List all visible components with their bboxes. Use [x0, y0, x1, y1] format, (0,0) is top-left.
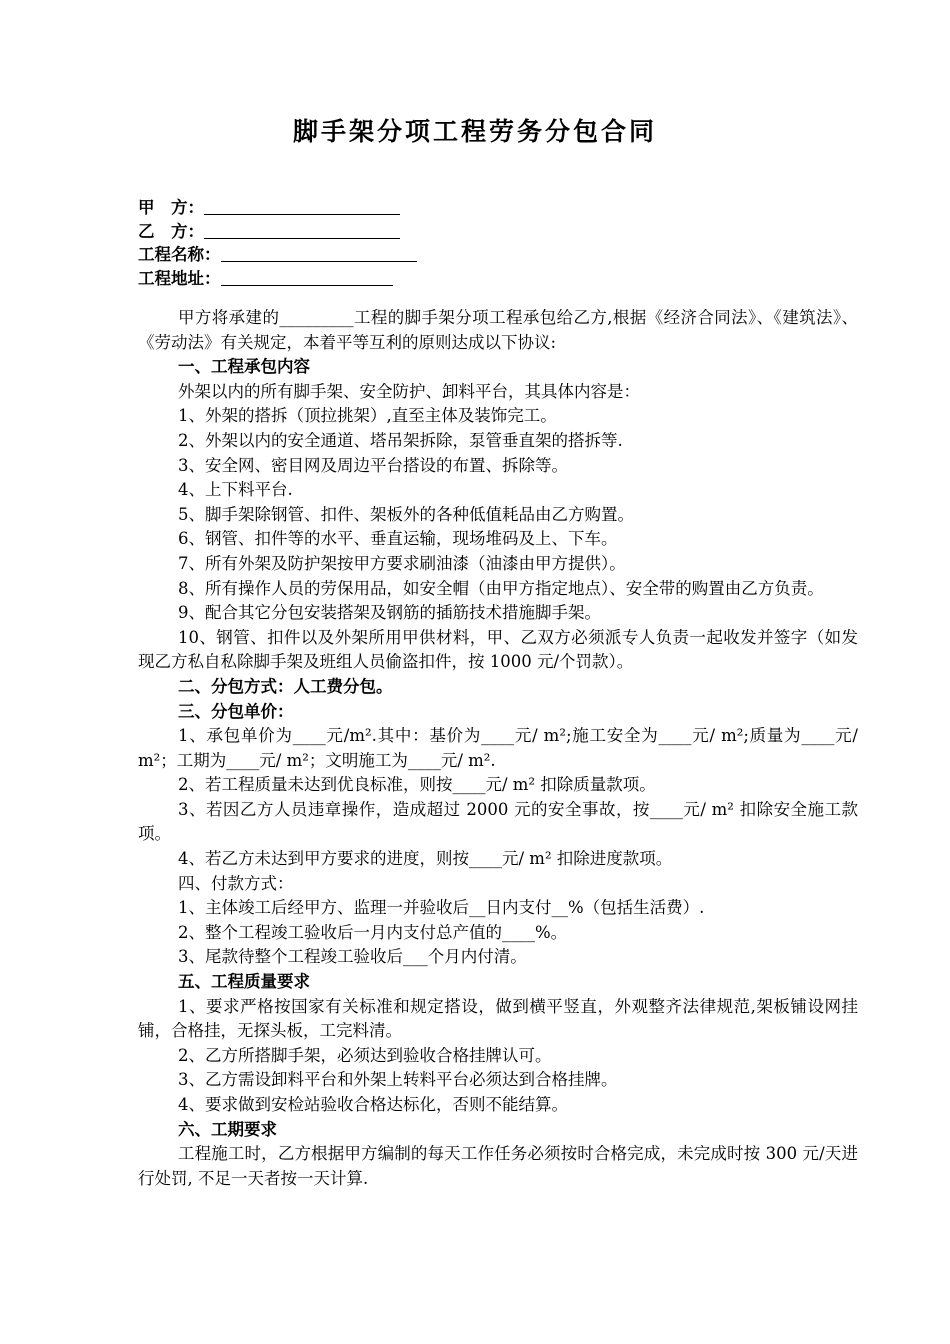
project-name-blank: [221, 245, 417, 262]
section-1-line: 8、所有操作人员的劳保用品，如安全帽（由甲方指定地点）、安全带的购置由乙方负责。: [178, 578, 824, 598]
section-1-line: 10、钢管、扣件以及外架所用甲供材料，甲、乙双方必须派专人负责一起收发并签字（如发现乙方私自私除脚手架及班组人员偷盗扣件，按 1000 元/个罚款）。: [138, 627, 858, 672]
party-a-blank: [204, 198, 400, 215]
section-1-line: 3、安全网、密目网及周边平台搭设的布置、拆除等。: [178, 455, 568, 475]
party-a-label: 甲 方：: [138, 198, 204, 217]
project-address-label: 工程地址：: [138, 268, 221, 288]
project-name-label: 工程名称：: [138, 245, 221, 264]
section-4-heading: 四、付款方式：: [178, 873, 294, 893]
section-5-line: 3、乙方需设卸料平台和外架上转料平台必须达到合格挂牌。: [178, 1070, 618, 1090]
section-1-line: 2、外架以内的安全通道、塔吊架拆除，泵管垂直架的搭拆等.: [178, 430, 623, 450]
section-4-line: 2、整个工程竣工验收后一月内支付总产值的____%。: [178, 922, 568, 942]
party-b-field: [138, 220, 838, 244]
section-4-line: 1、主体竣工后经甲方、监理一并验收后__日内支付__%（包括生活费）.: [178, 898, 705, 918]
section-1-line: 5、脚手架除钢管、扣件、架板外的各种低值耗品由乙方购置。: [178, 504, 634, 524]
document-title: 脚手架分项工程劳务分包合同: [292, 117, 657, 146]
section-3-heading: 三、分包单价：: [178, 701, 294, 721]
section-1-line: 6、钢管、扣件等的水平、垂直运输，现场堆码及上、下车。: [178, 529, 618, 549]
section-5-line: 4、要求做到安检站验收合格达标化，否则不能结算。: [178, 1095, 568, 1114]
project-address-blank: [221, 269, 393, 286]
section-3-line: 1、承包单价为____元/m².其中：基价为____元/ m²;施工安全为____元/ m²;质量为____元/ m²；工期为____元/ m²；文明施工为____元/ m².: [138, 726, 858, 770]
section-5-line: 2、乙方所搭脚手架，必须达到验收合格挂牌认可。: [178, 1045, 552, 1065]
party-a-field: [138, 196, 838, 220]
project-address-field: [138, 267, 838, 291]
section-1-line: 外架以内的所有脚手架、安全防护、卸料平台，其具体内容是：: [178, 381, 640, 401]
party-fields: [138, 196, 838, 290]
intro-paragraph: 甲方将承建的_________工程的脚手架分项工程承包给乙方,根据《经济合同法》、《建筑法》、《劳动法》有关规定，本着平等互利的原则达成以下协议:: [138, 308, 858, 352]
section-6-heading: 六、工期要求: [178, 1119, 277, 1139]
section-1-line: 7、所有外架及防护架按甲方要求刷油漆（油漆由甲方提供）。: [178, 553, 626, 573]
section-4-line: 3、尾款待整个工程竣工验收后___个月内付清。: [178, 947, 527, 967]
party-b-label: 乙 方：: [138, 221, 204, 241]
party-b-blank: [204, 222, 400, 239]
section-3-line: 3、若因乙方人员违章操作，造成超过 2000 元的安全事故，按____元/ m² 扣除安全施工款项。: [138, 799, 858, 844]
section-5-heading: 五、工程质量要求: [178, 972, 310, 992]
project-name-field: [138, 243, 838, 267]
section-6-line: 工程施工时，乙方根据甲方编制的每天工作任务必须按时合格完成，未完成时按 300 元/天进行处罚, 不足一天者按一天计算.: [138, 1144, 858, 1188]
section-1-line: 9、配合其它分包安装搭架及钢筋的插筋技术措施脚手架。: [178, 603, 601, 623]
section-1-line: 1、外架的搭拆（顶拉挑架）,直至主体及装饰完工。: [178, 406, 557, 426]
contract-body: [138, 306, 858, 1191]
section-5-line: 1、要求严格按国家有关标准和规定搭设，做到横平竖直，外观整齐法律规范,架板铺设网挂铺，合格挂，无探头板，工完料清。: [138, 996, 858, 1041]
section-1-heading: 一、工程承包内容: [178, 357, 310, 377]
section-1-line: 4、上下料平台.: [178, 480, 293, 500]
section-3-line: 2、若工程质量未达到优良标准，则按____元/ m² 扣除质量款项。: [178, 775, 656, 795]
section-2-heading: 二、分包方式：人工费分包。: [178, 676, 393, 696]
section-3-line: 4、若乙方未达到甲方要求的进度，则按____元/ m² 扣除进度款项。: [178, 849, 673, 869]
